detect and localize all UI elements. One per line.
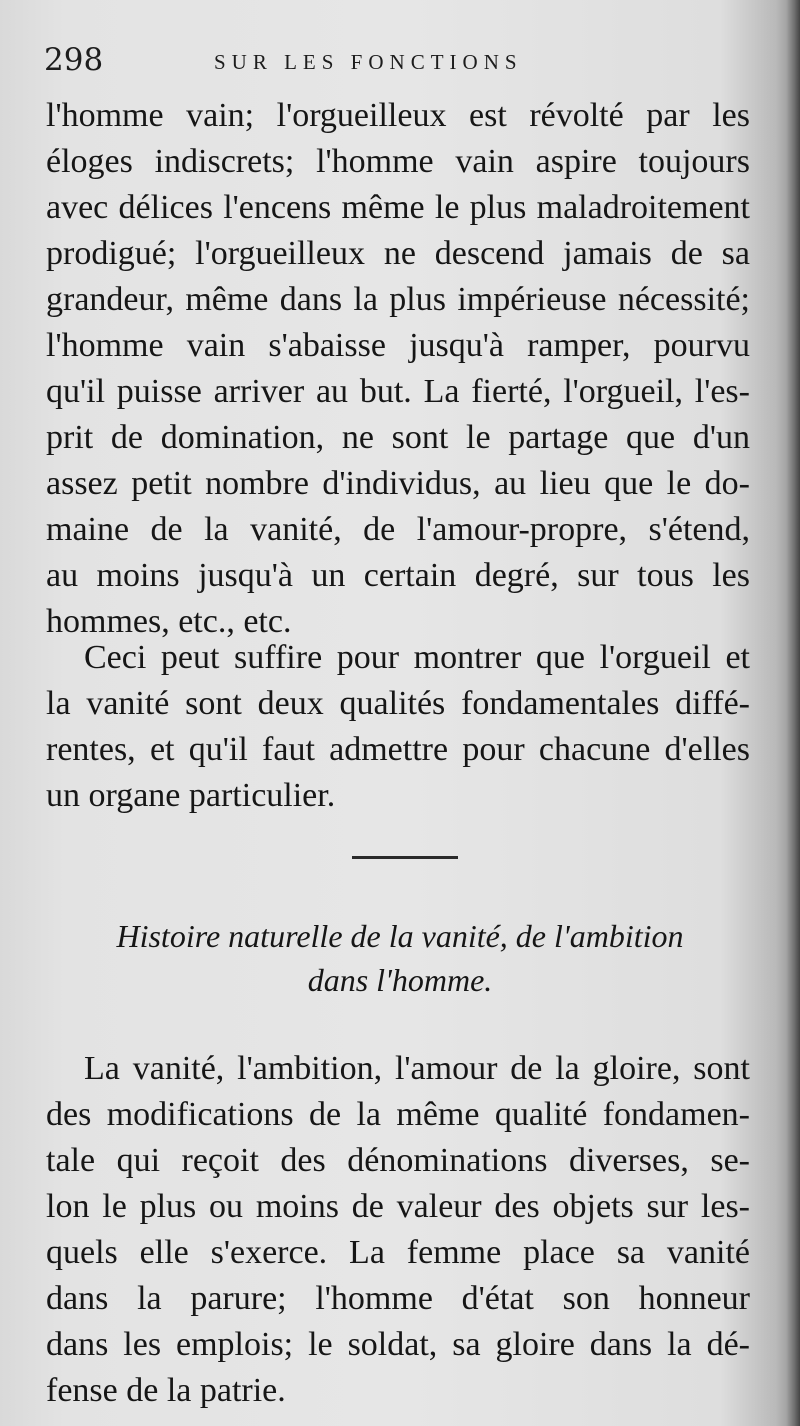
paragraph-3 [46,1046,750,1414]
section-divider [352,856,458,859]
paragraph-2 [46,635,750,819]
text-line: des modifications de la même qualité fondamen- [46,1096,750,1133]
text-line: rentes, et qu'il faut admettre pour chacune d'elles [46,731,750,768]
text-line: l'homme vain; l'orgueilleux est révolté par les [46,97,750,134]
text-line: tale qui reçoit des dénominations diverses, se- [46,1142,750,1179]
text-line: prodigué; l'orgueilleux ne descend jamais de sa [46,235,750,272]
paragraph-1 [46,93,750,645]
text-line: dans les emplois; le soldat, sa gloire dans la dé- [46,1326,750,1363]
text-line: La vanité, l'ambition, l'amour de la gloire, sont [84,1050,750,1087]
text-line: lon le plus ou moins de valeur des objets sur les- [46,1188,750,1225]
page-header [44,42,754,82]
text-line: grandeur, même dans la plus impérieuse nécessité; [46,281,750,318]
text-line: éloges indiscrets; l'homme vain aspire toujours [46,143,750,180]
section-title-line: Histoire naturelle de la vanité, de l'ambition [116,918,684,954]
text-line: assez petit nombre d'individus, au lieu que le do- [46,465,750,502]
page-edge-shadow [786,0,800,1426]
text-line: la vanité sont deux qualités fondamentales diffé- [46,685,750,722]
text-line: fense de la patrie. [46,1372,286,1409]
text-line: un organe particulier. [46,777,336,814]
text-line: Ceci peut suffire pour montrer que l'orgueil et [84,639,750,676]
text-line: l'homme vain s'abaisse jusqu'à ramper, pourvu [46,327,750,364]
text-line: dans la parure; l'homme d'état son honneur [46,1280,750,1317]
text-line: prit de domination, ne sont le partage que d'un [46,419,750,456]
text-line: quels elle s'exerce. La femme place sa vanité [46,1234,750,1271]
text-line: au moins jusqu'à un certain degré, sur tous les [46,557,750,594]
section-title-line: dans l'homme. [307,962,493,998]
text-line: qu'il puisse arriver au but. La fierté, l'orgueil, l'es- [46,373,750,410]
page-number: 298 [44,42,104,78]
running-head: SUR LES FONCTIONS [214,50,523,74]
text-line: avec délices l'encens même le plus maladroitement [46,189,750,226]
text-line: hommes, etc., etc. [46,603,292,640]
text-line: maine de la vanité, de l'amour-propre, s'étend, [46,511,750,548]
section-title [46,914,754,1002]
